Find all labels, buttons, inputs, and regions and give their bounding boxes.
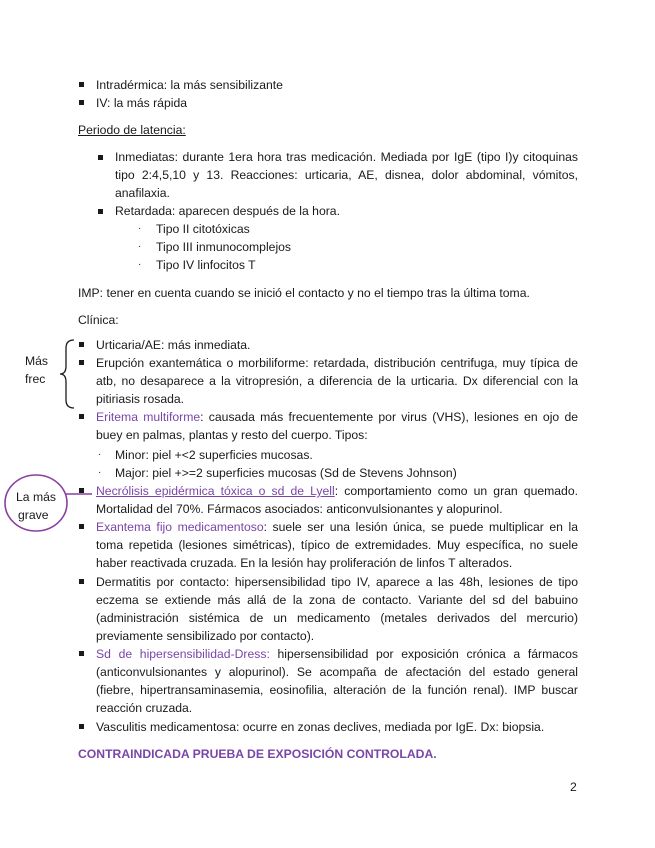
latency-delayed: Retardada: aparecen después de la hora. [115, 204, 340, 218]
eritema-text: : causada más frecuentemente por virus (VHS), lesiones en ojo de buey en palmas, plantas y resto del cuerpo. Tipos: [96, 410, 579, 442]
sub-bullet-marker: · [98, 449, 102, 460]
bullet-marker [79, 524, 84, 529]
sub-bullet-marker: · [138, 259, 142, 270]
exantema-title: Exantema fijo medicamentoso [96, 520, 264, 534]
clinica-necrolisis [96, 482, 578, 518]
side-note-grave: grave [18, 508, 49, 522]
bullet-marker [79, 414, 84, 419]
side-note-mas: Más [25, 354, 49, 368]
delayed-type-2: Tipo II citotóxicas [156, 222, 250, 236]
side-note-frec: frec [25, 372, 46, 386]
imp-note: IMP: tener en cuenta cuando se inició el contacto y no el tiempo tras la última toma. [78, 286, 530, 300]
latency-heading: Periodo de latencia: [78, 123, 186, 137]
sub-bullet-marker: · [98, 467, 102, 478]
bullet-iv: IV: la más rápida [96, 96, 187, 110]
bullet-marker [79, 579, 84, 584]
eritema-major: Major: piel +>=2 superficies mucosas (Sd de Stevens Johnson) [115, 466, 457, 480]
eritema-title: Eritema multiforme [96, 410, 201, 424]
delayed-type-4: Tipo IV linfocitos T [156, 258, 256, 272]
necrolisis-text: : comportamiento como un gran quemado. Mortalidad del 70%. Fármacos asociados: anticonvulsionantes y alopurinol. [96, 484, 578, 516]
clinica-dress [96, 645, 578, 717]
latency-immediate: Inmediatas: durante 1era hora tras medicación. Mediada por IgE (tipo I)y citoquinas tipo 2:4,5,10 y 13. Reacciones: urticaria, AE, disnea, dolor abdominal, vómitos, anafilaxia. [115, 150, 578, 200]
bullet-marker [79, 82, 84, 87]
necrolisis-title: Necrólisis epidérmica tóxica o sd de Lyell [96, 484, 335, 498]
bullet-marker [79, 651, 84, 656]
exantema-text: : suele ser una lesión única, se puede multiplicar en la toma repetida (lesiones simétricas), típico de extremidades. Muy específica, no suele haber reactivada cruzada. En la lesión hay proliferación de linfos T alterados. [96, 520, 578, 570]
clinica-eritema [96, 408, 578, 444]
sub-bullet-marker: · [138, 223, 142, 234]
bullet-marker [79, 342, 84, 347]
clinica-vasculitis: Vasculitis medicamentosa: ocurre en zonas declives, mediada por IgE. Dx: biopsia. [96, 720, 545, 734]
dress-text: hipersensibilidad por exposición crónica a fármacos (anticonvulsionantes y alopurinol). Se acompaña de afectación del estado general (fiebre, hipertransaminasemia, eosinofilia, alteración de la función renal). IMP buscar reacción cruzada. [96, 647, 578, 715]
bullet-marker [98, 155, 103, 160]
clinica-urticaria: Urticaria/AE: más inmediata. [96, 338, 251, 352]
bullet-marker [79, 100, 84, 105]
page-number: 2 [570, 780, 577, 794]
delayed-type-3: Tipo III inmunocomplejos [156, 240, 292, 254]
eritema-minor: Minor: piel +<2 superficies mucosas. [115, 448, 313, 462]
clinica-exantema [96, 518, 578, 572]
dress-title: Sd de hipersensibilidad-Dress: [96, 647, 270, 661]
clinica-erupcion: Erupción exantemática o morbiliforme: retardada, distribución centrifuga, muy típica de atb, no desaparece a la vitropresión, a diferencia de la urticaria. Dx diferencial con la pitiriasis rosada. [96, 356, 578, 406]
contraindicada-heading: CONTRAINDICADA PRUEBA DE EXPOSICIÓN CONTROLADA. [78, 747, 437, 761]
clinica-heading: Clínica: [78, 313, 119, 327]
bullet-marker [79, 724, 84, 729]
side-note-la-mas: La más [16, 490, 56, 504]
clinica-dermatitis: Dermatitis por contacto: hipersensibilidad tipo IV, aparece a las 48h, lesiones de tipo eczema se extiende más allá de la zona de contacto. Variante del sd del babuino (administración sistémica de un medicamento (metales derivados del mercurio) previamente sensibilizado por contacto). [96, 575, 578, 643]
bullet-marker [98, 209, 103, 214]
sub-bullet-marker: · [138, 241, 142, 252]
brace-icon [58, 338, 78, 410]
bullet-marker [79, 360, 84, 365]
bullet-intradermica: Intradérmica: la más sensibilizante [96, 78, 283, 92]
